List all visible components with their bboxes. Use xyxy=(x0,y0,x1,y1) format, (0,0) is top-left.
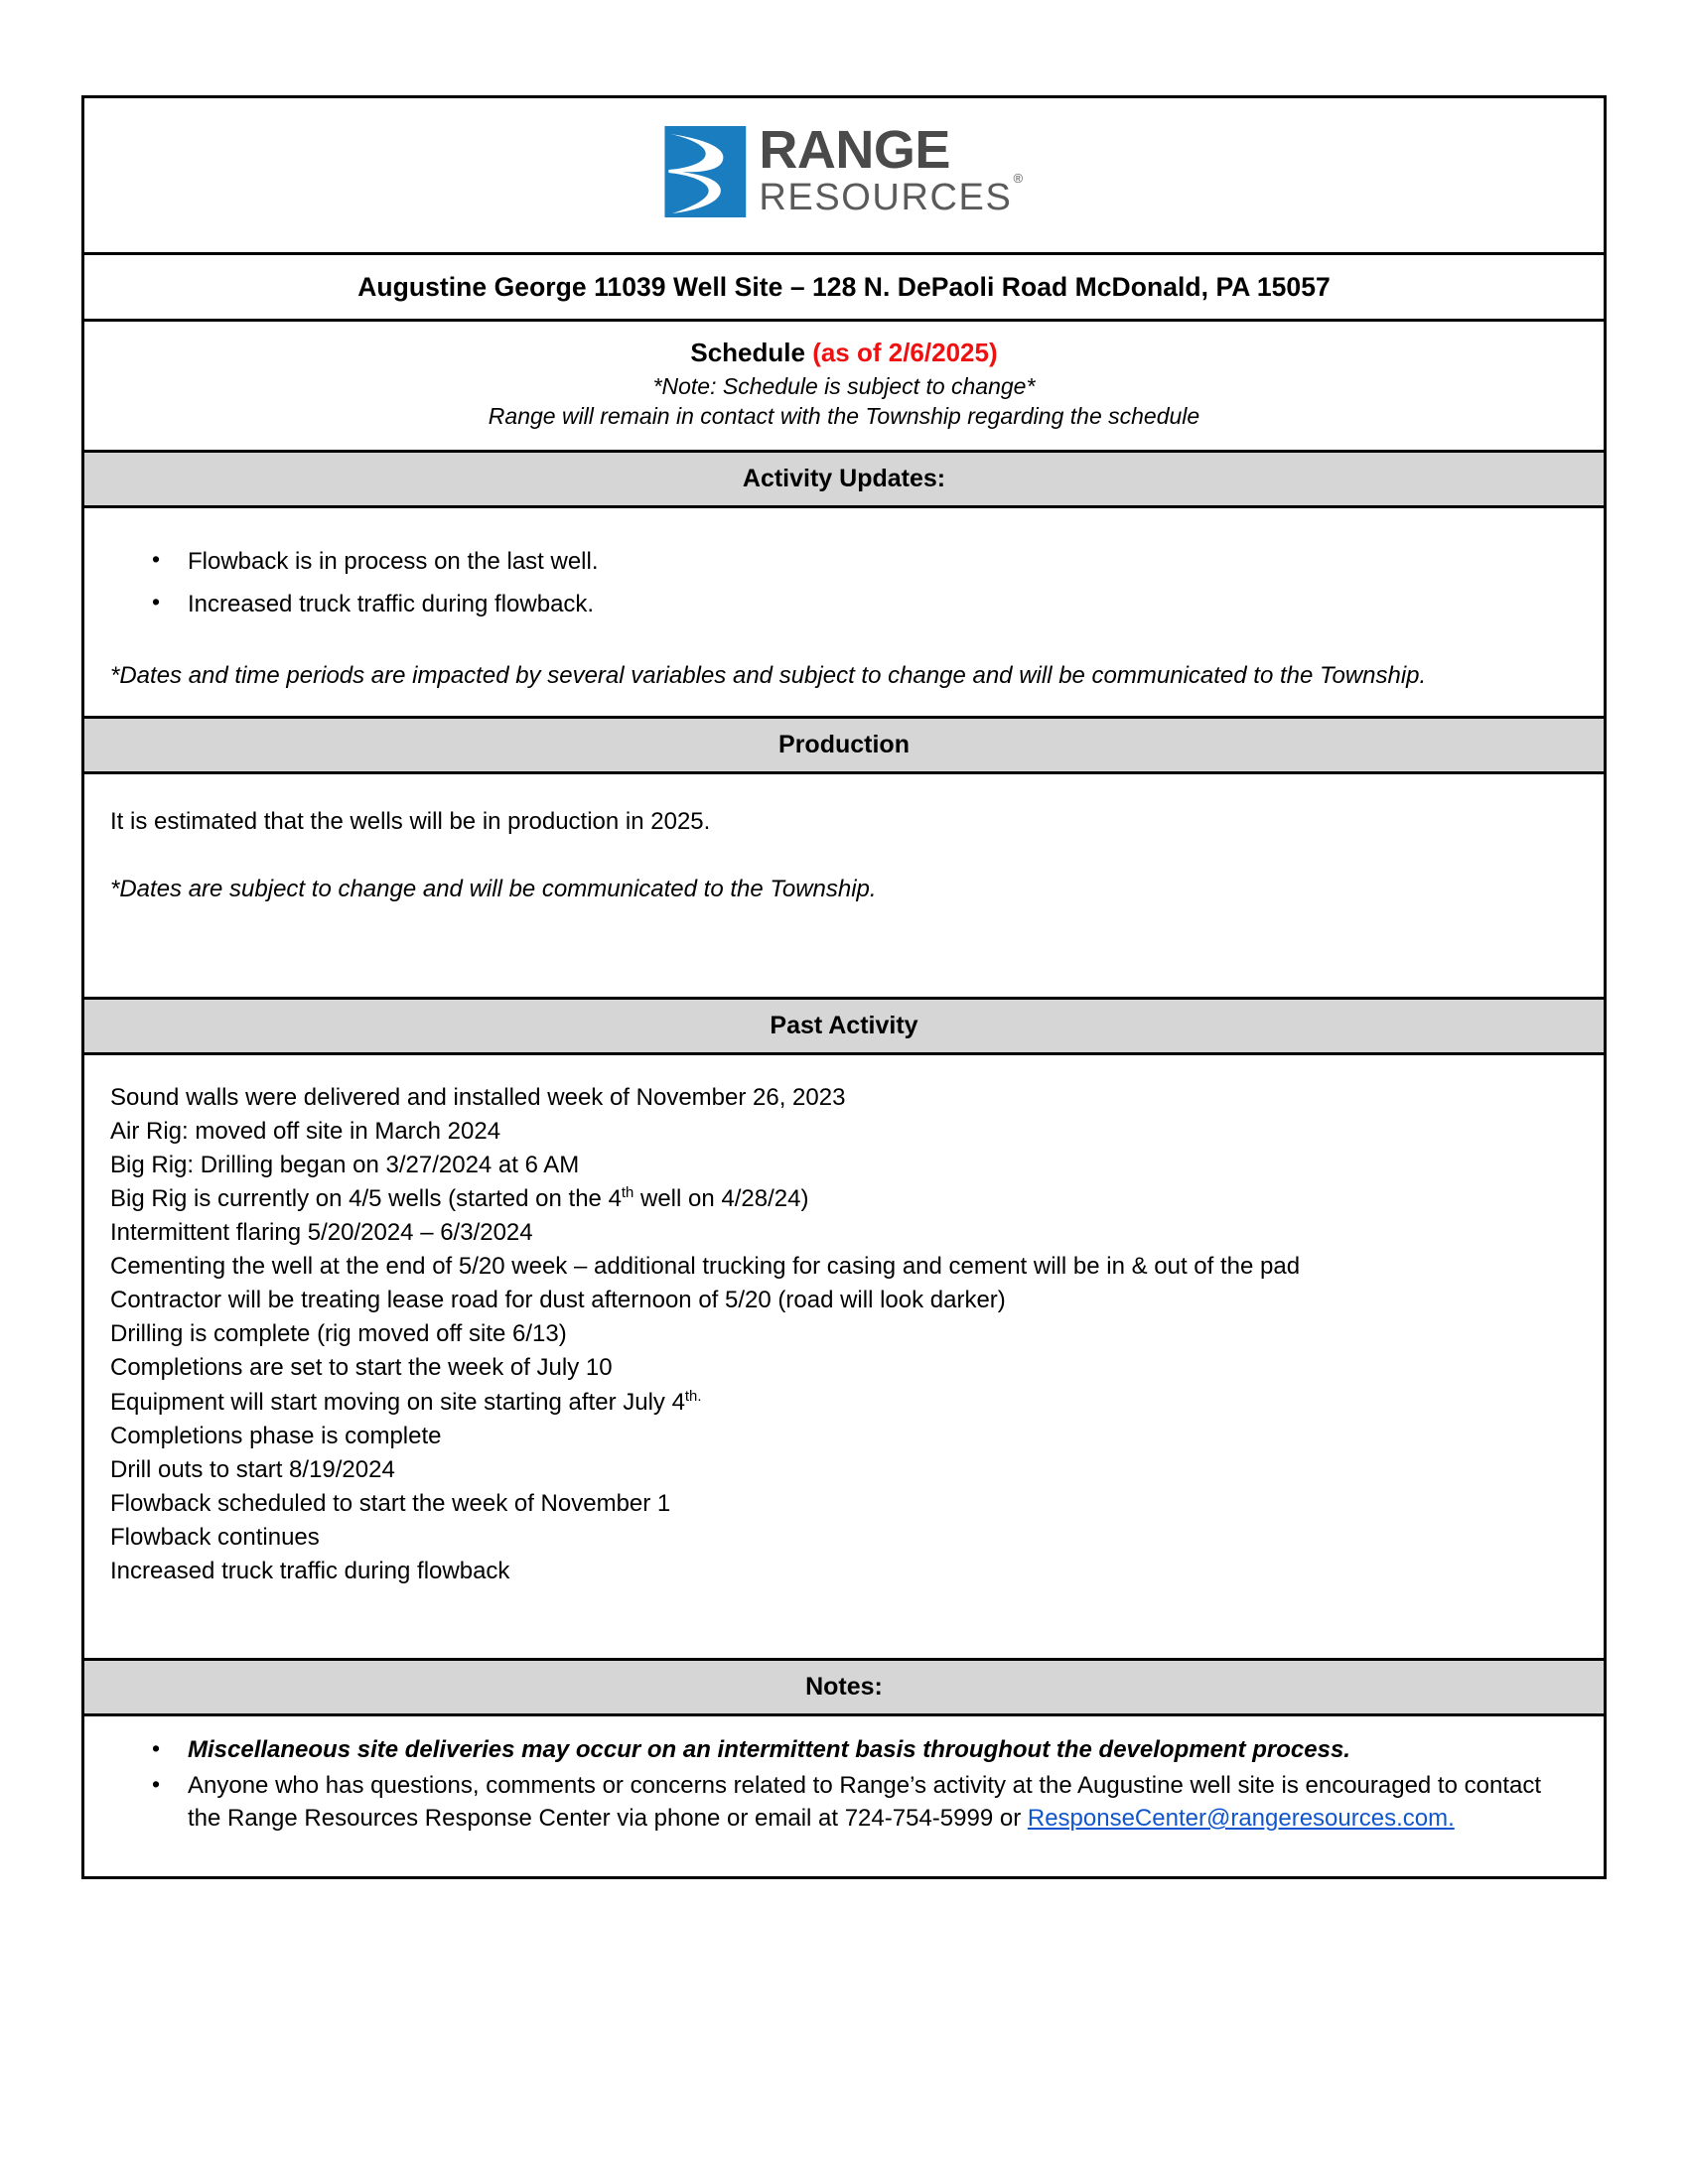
past-activity-line: Increased truck traffic during flowback xyxy=(110,1557,510,1584)
site-title-row xyxy=(84,255,1604,322)
notes-list xyxy=(110,1734,1578,1835)
past-activity-line: Big Rig: Drilling began on 3/27/2024 at 6 AM xyxy=(110,1151,580,1178)
past-activity-line-equipment: Equipment will start moving on site starting after July $4^{th.}$ xyxy=(110,1388,702,1416)
past-activity-line: Intermittent flaring 5/20/2024 – 6/3/2024 xyxy=(110,1219,533,1247)
past-activity-line: Air Rig: moved off site in March 2024 xyxy=(110,1117,501,1145)
section-header-activity-updates: Activity Updates: xyxy=(84,453,1604,505)
list-item: • Increased truck traffic during flowback. xyxy=(110,589,1578,620)
notes-deliveries-text: Miscellaneous site deliveries may occur on an intermittent basis throughout the development process. xyxy=(188,1735,1350,1763)
logo-row xyxy=(84,98,1604,255)
range-resources-logo xyxy=(664,120,1025,218)
registered-trademark-icon: ® xyxy=(1013,171,1025,187)
past-activity-line: Flowback scheduled to start the week of November 1 xyxy=(110,1489,671,1517)
section-header-past-activity: Past Activity xyxy=(84,1000,1604,1052)
production-body-row xyxy=(84,774,1604,1000)
past-activity-line: Completions are set to start the week of July 10 xyxy=(110,1354,613,1382)
activity-updates-list xyxy=(110,546,1578,620)
activity-updates-header-row xyxy=(84,453,1604,508)
section-header-production: Production xyxy=(84,719,1604,771)
notes-contact-text: Anyone who has questions, comments or concerns related to Range’s activity at the Augustine well site is encouraged to contact the Range Resources Response Center via phone or email at 724-754-5999 or xyxy=(188,1772,1541,1832)
schedule-heading xyxy=(104,338,1584,368)
page-title: Augustine George 11039 Well Site – 128 N. DePaoli Road McDonald, PA 15057 xyxy=(357,272,1331,302)
past-activity-line: Sound walls were delivered and installed week of November 26, 2023 xyxy=(110,1083,846,1111)
list-item xyxy=(110,1770,1578,1835)
range-r-mark-icon xyxy=(664,126,746,217)
notes-header-row xyxy=(84,1661,1604,1716)
activity-updates-footnote: *Dates and time periods are impacted by several variables and subject to change and will be communicated to the Township. xyxy=(110,661,1427,689)
schedule-as-of-date: (as of 2/6/2025) xyxy=(812,338,998,367)
past-activity-line: Completions phase is complete xyxy=(110,1422,442,1449)
logo-word-resources: RESOURCES® xyxy=(759,171,1025,218)
logo-word-range: RANGE xyxy=(759,120,950,180)
past-activity-body-row xyxy=(84,1055,1604,1661)
past-activity-line-big-rig-wells: Big Rig is currently on 4/5 wells (started on the 4th well on 4/28/24) xyxy=(110,1185,809,1213)
past-activity-header-row xyxy=(84,1000,1604,1055)
schedule-contact-note: Range will remain in contact with the Township regarding the schedule xyxy=(488,402,1200,429)
list-item xyxy=(110,1734,1578,1766)
schedule-table xyxy=(81,95,1607,1879)
schedule-row xyxy=(84,322,1604,453)
logo-wordmark xyxy=(759,120,1025,218)
past-activity-line: Cementing the well at the end of 5/20 week – additional trucking for casing and cement will be in & out of the pad xyxy=(110,1253,1301,1281)
past-activity-line: Flowback continues xyxy=(110,1523,320,1551)
activity-updates-body-row xyxy=(84,508,1604,719)
production-text: It is estimated that the wells will be in production in 2025. xyxy=(110,807,711,835)
response-center-email-link[interactable]: ResponseCenter@rangeresources.com. xyxy=(1027,1804,1455,1832)
section-header-notes: Notes: xyxy=(84,1661,1604,1713)
schedule-note: *Note: Schedule is subject to change* xyxy=(652,373,1036,399)
schedule-label: Schedule xyxy=(690,338,813,367)
production-footnote: *Dates are subject to change and will be communicated to the Township. xyxy=(110,875,877,902)
past-activity-line: Contractor will be treating lease road for dust afternoon of 5/20 (road will look darker) xyxy=(110,1287,1006,1314)
notes-body-row xyxy=(84,1716,1604,1876)
production-header-row xyxy=(84,719,1604,774)
past-activity-list xyxy=(84,1055,1604,1658)
past-activity-line: Drilling is complete (rig moved off site 6/13) xyxy=(110,1320,567,1348)
past-activity-line: Drill outs to start 8/19/2024 xyxy=(110,1455,395,1483)
list-item: • Flowback is in process on the last well. xyxy=(110,546,1578,578)
